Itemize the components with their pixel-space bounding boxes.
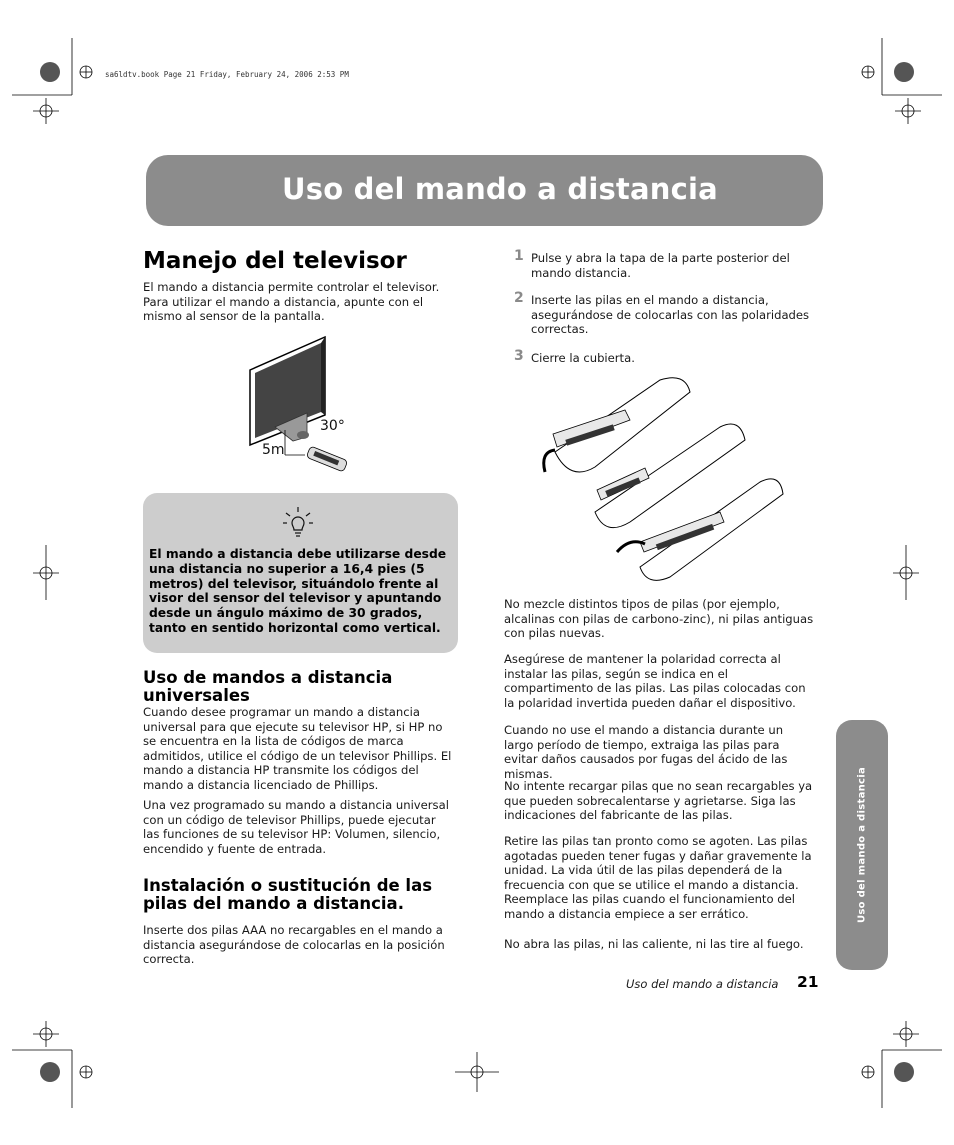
page-title: Uso del mando a distancia xyxy=(282,172,718,206)
page-number: 21 xyxy=(797,973,819,991)
battery-installation-illustration xyxy=(535,372,785,582)
step-text: Pulse y abra la tapa de la parte posterior del mando distancia. xyxy=(531,251,790,280)
tv-illustration xyxy=(245,335,355,480)
universal-paragraph-1: Cuando desee programar un mando a distancia universal para que ejecute su televisor HP, si HP no se encuentra en la lista de códigos de marca admitidos, utilice el código de un televisor Phillips. El mando a distancia HP transmite los códigos del mando a distancia licenciado de Phillips. xyxy=(143,705,452,792)
lightbulb-icon xyxy=(281,505,315,541)
step-number: 1 xyxy=(514,248,524,264)
step-number: 2 xyxy=(514,290,524,306)
print-header: sa6ldtv.book Page 21 Friday, February 24, 2006 2:53 PM xyxy=(105,70,349,79)
tip-text: El mando a distancia debe utilizarse desde una distancia no superior a 16,4 pies (5 metros) del televisor, situándolo frente al visor del sensor del televisor y apuntando desde un ángulo máximo de 30 grados, tanto en sentido horizontal como vertical. xyxy=(149,547,447,635)
battery-note-paragraph: No mezcle distintos tipos de pilas (por ejemplo, alcalinas con pilas de carbono-zinc), ni pilas antiguas con pilas nuevas. xyxy=(504,597,814,641)
batteries-paragraph: Inserte dos pilas AAA no recargables en el mando a distancia asegurándose de colocarlas en la posición correcta. xyxy=(143,923,445,967)
section-title: Manejo del televisor xyxy=(143,248,407,274)
step-text: Inserte las pilas en el mando a distancia, asegurándose de colocarlas con las polaridades correctas. xyxy=(531,293,810,337)
battery-note-paragraph: Retire las pilas tan pronto como se agoten. Las pilas agotadas pueden tener fugas y dañar gravemente la unidad. La vida útil de las pilas dependerá de la frecuencia con que se utilice el mando a distancia. Reemplace las pilas cuando el funcionamiento del mando a distancia empiece a ser errático. xyxy=(504,834,812,921)
distance-label: 5m xyxy=(262,442,285,458)
batteries-title: Instalación o sustitución de las pilas del mando a distancia. xyxy=(143,876,433,913)
footer-chapter-title: Uso del mando a distancia xyxy=(626,977,779,991)
battery-note-paragraph: No intente recargar pilas que no sean recargables ya que pueden sobrecalentarse y agrietarse. Siga las indicaciones del fabricante de las pilas. xyxy=(504,779,813,823)
step-number: 3 xyxy=(514,348,524,364)
universal-paragraph-2: Una vez programado su mando a distancia universal con un código de televisor Phillips, puede ejecutar las funciones de su televisor HP: Volumen, silencio, encendido y fuente de entrada. xyxy=(143,798,449,856)
step-text: Cierre la cubierta. xyxy=(531,351,635,365)
chapter-side-tab-label: Uso del mando a distancia xyxy=(856,766,868,924)
angle-label: 30° xyxy=(320,418,345,434)
universal-title: Uso de mandos a distancia universales xyxy=(143,668,393,705)
battery-note-paragraph: Asegúrese de mantener la polaridad correcta al instalar las pilas, según se indica en el compartimento de las pilas. Las pilas colocadas con la polaridad invertida pueden dañar el dispositivo. xyxy=(504,652,806,710)
battery-note-paragraph: Cuando no use el mando a distancia durante un largo período de tiempo, extraiga las pilas para evitar daños causados por fugas del ácido de las mismas. xyxy=(504,723,788,781)
intro-paragraph: El mando a distancia permite controlar el televisor. Para utilizar el mando a distancia, apunte con el mismo al sensor de la pantalla. xyxy=(143,280,440,324)
battery-note-paragraph: No abra las pilas, ni las caliente, ni las tire al fuego. xyxy=(504,937,804,951)
